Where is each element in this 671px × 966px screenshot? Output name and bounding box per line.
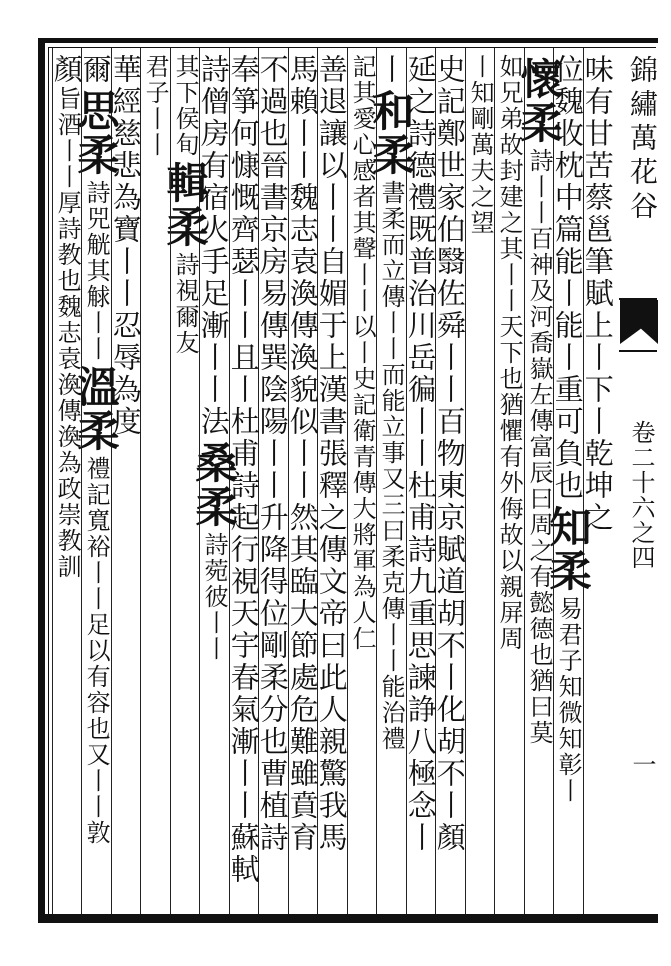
- column-text: 丨知剛萬夫之望: [466, 54, 495, 236]
- column-text: 詩視爾友: [171, 252, 200, 356]
- column-text: 善退讓以丨丨自媚于上漢書張釋之傳文帝曰此人親驚我馬: [314, 54, 349, 854]
- text-column: [432, 54, 467, 910]
- fishtail-line-top: [619, 298, 657, 300]
- column-text: 位魏收枕中篇能丨能丨重可負也: [550, 54, 585, 502]
- text-column: [366, 54, 416, 910]
- column-text: 詩僧房有宿火手足漸丨丨法: [196, 54, 231, 438]
- column-text: 禮記寬裕丨丨足以有容也又丨丨敦: [82, 456, 111, 846]
- entry-heading: 知柔: [543, 505, 593, 593]
- column-text: 詩兕觥其觩丨丨: [82, 180, 111, 362]
- column-text: 延之詩德禮既普治川岳徧丨丨杜甫詩九重思諫諍八極念丨: [403, 54, 438, 854]
- entry-heading: 輯柔: [160, 161, 210, 249]
- text-column: [347, 54, 376, 910]
- column-rule: [52, 48, 53, 914]
- column-rule: [524, 48, 525, 914]
- text-column: [49, 54, 84, 910]
- column-text: 厚詩教也魏志袁渙傳渙為政崇教訓: [53, 190, 82, 580]
- entry-heading: 思柔: [71, 89, 121, 177]
- entry-heading: 懷柔: [514, 57, 564, 145]
- column-text: 奉箏何慷慨齊瑟丨丨且丨杜甫詩起行視天宇春氣漸丨丨蘇軾: [226, 54, 261, 886]
- column-text: 如兄弟故封建之其丨丨天下也猶懼有外侮故以親屏周: [495, 54, 524, 652]
- entry-heading: 溫柔: [71, 365, 121, 453]
- column-text: 詩菀彼丨丨: [200, 532, 229, 662]
- column-rule: [81, 48, 82, 914]
- column-rule: [376, 48, 377, 914]
- text-column: [543, 54, 593, 910]
- text-column: [71, 54, 121, 910]
- text-column: [403, 54, 438, 910]
- column-text: 書柔而立傳丨丨而能立事又三曰柔克傳丨丨能治禮: [377, 180, 406, 752]
- text-column: [314, 54, 349, 910]
- text-column: [285, 54, 320, 910]
- column-rule: [406, 48, 407, 914]
- text-column: [108, 54, 143, 910]
- column-rule: [170, 48, 171, 914]
- fishtail-line-bottom: [619, 350, 657, 352]
- column-text: 華經慈悲為寶丨丨忍辱為度: [108, 54, 143, 438]
- text-column: [255, 54, 290, 910]
- entry-heading: 和柔: [366, 89, 416, 177]
- column-text: 易君子知微知彰丨: [554, 596, 583, 804]
- column-text: 旨酒丨丨: [53, 86, 82, 190]
- column-text: 君子丨丨: [141, 54, 170, 158]
- column-text: 記其愛心感者其聲丨丨以丨史記衛青傳大將軍為人仁: [348, 54, 377, 652]
- column-text: 顏: [49, 54, 84, 86]
- text-column: [465, 54, 494, 910]
- text-column: [140, 54, 169, 910]
- folio-number: 一: [628, 752, 656, 776]
- book-title: 錦繡萬花谷: [626, 55, 659, 225]
- column-text: 馬賴丨丨魏志袁渙傳渙貌似丨丨然其臨大節處危難雖賁育: [285, 54, 320, 854]
- column-text: 不過也晉書京房易傳巽陰陽丨丨升降得位剛柔分也曹植詩: [255, 54, 290, 854]
- text-column: [514, 54, 564, 910]
- column-rule: [494, 48, 495, 914]
- column-rule: [111, 48, 112, 914]
- text-column: [580, 54, 615, 910]
- column-text: 味有甘苦蔡邕筆賦上丨下丨乾坤之: [580, 54, 615, 534]
- text-column: [494, 54, 523, 910]
- column-text: 其下侯旬: [171, 54, 200, 158]
- column-rule: [553, 48, 554, 914]
- column-text: 爾: [78, 54, 113, 86]
- volume-label: 卷二十六之四: [627, 420, 655, 570]
- text-column: [160, 54, 210, 910]
- column-text: 丨: [373, 54, 408, 86]
- column-text: 詩丨丨百神及河喬嶽左傳富辰曰周之有懿德也猶曰莫: [525, 148, 554, 746]
- entry-heading: 桑柔: [189, 441, 239, 529]
- column-text: 史記鄭世家伯翳佐舜丨丨百物東京賦道胡不丨化胡不丨顏: [432, 54, 467, 854]
